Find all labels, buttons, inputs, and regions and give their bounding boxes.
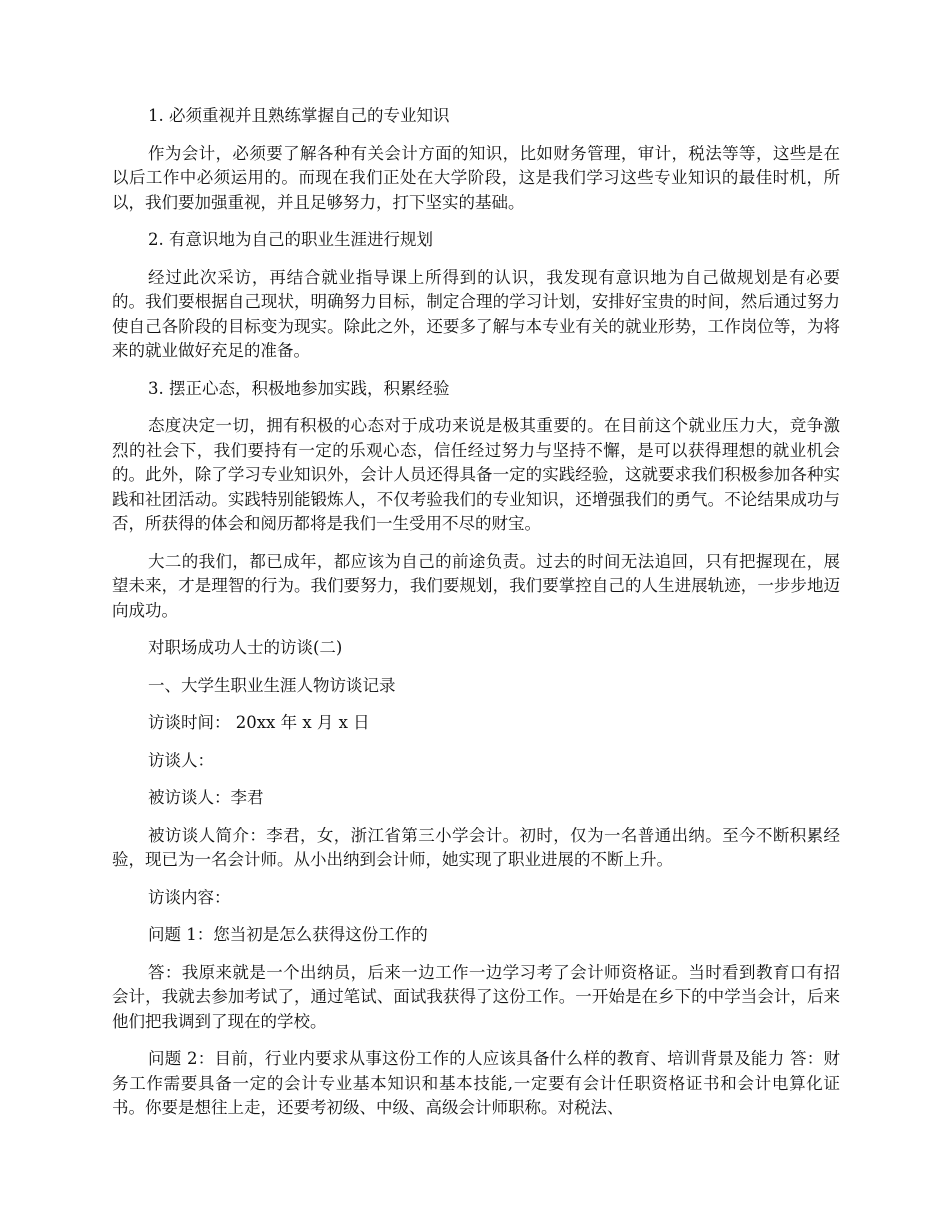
question-1: 问题 1：您当初是怎么获得这份工作的 [148, 925, 428, 944]
body-paragraph: 态度决定一切，拥有积极的心态对于成功来说是极其重要的。在目前这个就业压力大，竞争激烈的社会下，我们要持有一定的乐观心态，信任经过努力与坚持不懈，是可以获得理想的就业机会的。此外，除了学习专业知识外，会计人员还得具备一定的实践经验，这就要求我们积极参加各种实践和社团活动。实践特别能锻炼人，不仅考验我们的专业知识，还增强我们的勇气。不论结果成功与否，所获得的体会和阅历都将是我们一生受用不尽的财宝。 [112, 416, 840, 533]
document-page [112, 104, 840, 1134]
section-heading-1: 1. 必须重视并且熟练掌握自己的专业知识 [148, 106, 450, 125]
article-title: 对职场成功人士的访谈(二) [148, 638, 343, 657]
interview-time: 访谈时间： 20xx 年 x 月 x 日 [148, 713, 370, 732]
section-heading-2: 2. 有意识地为自己的职业生涯进行规划 [148, 230, 433, 249]
interviewee: 被访谈人：李君 [148, 788, 264, 807]
section-heading-3: 3. 摆正心态，积极地参加实践，积累经验 [148, 378, 450, 398]
body-paragraph: 作为会计，必须要了解各种有关会计方面的知识，比如财务管理，审计，税法等等，这些是在以后工作中必须运用的。而现在我们正处在大学阶段，这是我们学习这些专业知识的最佳时机，所以，我们要加强重视，并且足够努力，打下坚实的基础。 [112, 143, 840, 212]
section-heading: 一、大学生职业生涯人物访谈记录 [148, 675, 396, 695]
answer-1: 答：我原来就是一个出纳员，后来一边工作一边学习考了会计师资格证。当时看到教育口有招会计，我就去参加考试了，通过笔试、面试我获得了这份工作。一开始是在乡下的中学当会计，后来他们把我调到了现在的学校。 [112, 962, 840, 1031]
interview-content-label: 访谈内容： [148, 887, 231, 907]
interviewer: 访谈人： [148, 750, 214, 770]
interviewee-profile: 被访谈人简介：李君，女，浙江省第三小学会计。初时，仅为一名普通出纳。至今不断积累经验，现已为一名会计师。从小出纳到会计师，她实现了职业进展的不断上升。 [112, 825, 840, 869]
body-paragraph: 大二的我们，都已成年，都应该为自己的前途负责。过去的时间无法追回，只有把握现在，展望未来，才是理智的行为。我们要努力，我们要规划，我们要掌控自己的人生进展轨迹，一步步地迈向成功。 [112, 551, 840, 620]
body-paragraph: 经过此次采访，再结合就业指导课上所得到的认识，我发现有意识地为自己做规划是有必要的。我们要根据自己现状，明确努力目标，制定合理的学习计划，安排好宝贵的时间，然后通过努力使自己各阶段的目标变为现实。除此之外，还要多了解与本专业有关的就业形势，工作岗位等，为将来的就业做好充足的准备。 [112, 267, 840, 360]
question-2: 问题 2：目前，行业内要求从事这份工作的人应该具备什么样的教育、培训背景及能力 答：财务工作需要具备一定的会计专业基本知识和基本技能,一定要有会计任职资格证书和会计电算化证书。你要是想往上走，还要考初级、中级、高级会计师职称。对税法、 [112, 1049, 840, 1117]
